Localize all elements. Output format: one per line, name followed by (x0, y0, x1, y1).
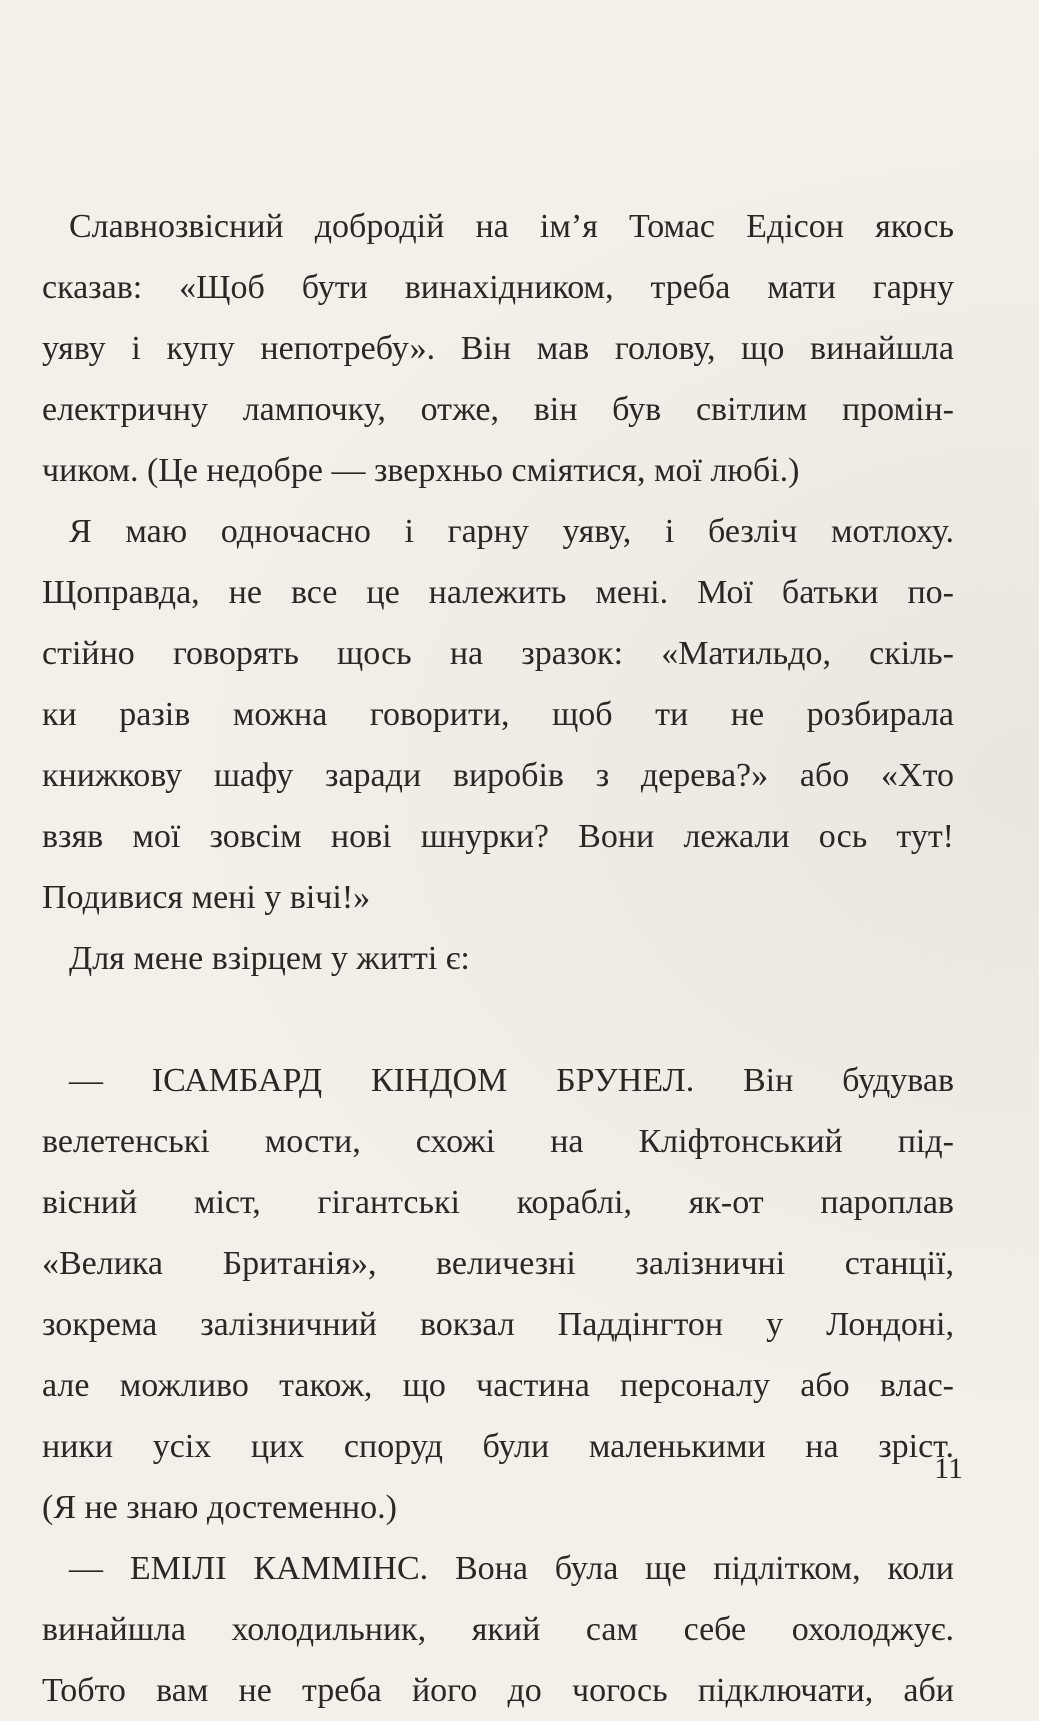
text-line: (Я не знаю достеменно.) (42, 1489, 397, 1526)
page-number: 11 (934, 1452, 963, 1485)
text-line: «Велика Британія», величезні залізничні станції, (42, 1245, 954, 1282)
text-line: винайшла холодильник, який сам себе охолоджує. (42, 1611, 954, 1648)
paragraph-gap (42, 989, 954, 1050)
text-line: Славнозвісний добродій на ім’я Томас Едісон якось (69, 208, 954, 245)
text-line: ки разів можна говорити, щоб ти не розбирала (42, 696, 954, 733)
text-line: — ІСАМБАРД КІНДОМ БРУНЕЛ. Він будував (69, 1062, 954, 1099)
text-line: Тобто вам не треба його до чогось підключати, аби (42, 1672, 954, 1709)
text-line: вісний міст, гігантські кораблі, як-от пароплав (42, 1184, 954, 1221)
body-text (42, 196, 954, 1721)
text-line: ники усіх цих споруд були маленькими на зріст. (42, 1428, 954, 1465)
text-line: Для мене взірцем у житті є: (69, 940, 470, 977)
text-line: Подивися мені у вічі!» (42, 879, 371, 916)
text-line: уяву і купу непотребу». Він мав голову, що винайшла (42, 330, 954, 367)
text-line: зокрема залізничний вокзал Паддінгтон у Лондоні, (42, 1306, 954, 1343)
text-line: велетенські мости, схожі на Кліфтонський під- (42, 1123, 954, 1160)
text-line: Щоправда, не все це належить мені. Мої батьки по- (42, 574, 954, 611)
text-line: книжкову шафу заради виробів з дерева?» або «Хто (42, 757, 954, 794)
text-line: електричну лампочку, отже, він був світлим промін- (42, 391, 954, 428)
text-line: сказав: «Щоб бути винахідником, треба мати гарну (42, 269, 954, 306)
text-line: — ЕМІЛІ КАММІНС. Вона була ще підлітком, коли (69, 1550, 954, 1587)
text-line: стійно говорять щось на зразок: «Матильдо, скіль- (42, 635, 954, 672)
text-line: Я маю одночасно і гарну уяву, і безліч мотлоху. (69, 513, 954, 550)
text-line: взяв мої зовсім нові шнурки? Вони лежали ось тут! (42, 818, 954, 855)
text-line: чиком. (Це недобре — зверхньо сміятися, мої любі.) (42, 452, 800, 489)
text-line: але можливо також, що частина персоналу або влас- (42, 1367, 954, 1404)
